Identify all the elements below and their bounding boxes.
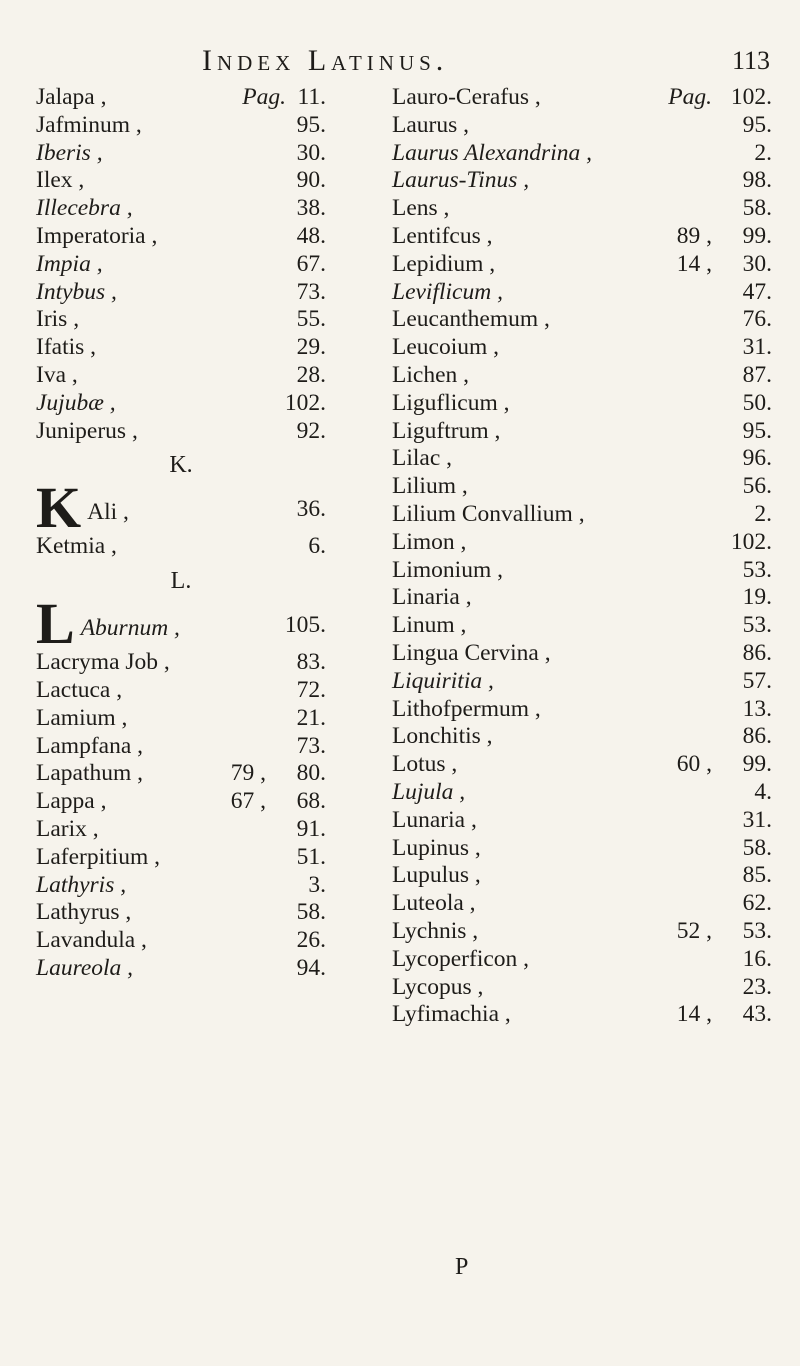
entry-page: 53. bbox=[742, 917, 772, 944]
entry-page: 98. bbox=[742, 167, 772, 194]
index-entry bbox=[392, 946, 772, 974]
index-entry bbox=[36, 279, 326, 307]
entry-name: Lotus , bbox=[392, 751, 458, 778]
entry-name: Lathyrus , bbox=[36, 899, 132, 926]
entry-name: Illecebra , bbox=[36, 195, 133, 222]
entry-name: Lujula , bbox=[392, 778, 466, 805]
entry-name: Laurus , bbox=[392, 111, 470, 138]
entry-page: 53. bbox=[742, 612, 772, 639]
entry-page: 38. bbox=[296, 195, 326, 222]
entry-name: Imperatoria , bbox=[36, 222, 158, 249]
index-entry bbox=[36, 927, 326, 955]
entry-page: 80. bbox=[296, 760, 326, 787]
entry-name: Lavandula , bbox=[36, 927, 147, 954]
index-entry bbox=[392, 195, 772, 223]
entry-page: 30. bbox=[296, 139, 326, 166]
index-entry bbox=[36, 733, 326, 761]
entry-page: 95. bbox=[742, 111, 772, 138]
entry-name: Lamium , bbox=[36, 704, 128, 731]
entry-extra-page: 14 , bbox=[676, 250, 712, 277]
entry-page: 95. bbox=[742, 417, 772, 444]
index-entry bbox=[392, 918, 772, 946]
index-entry bbox=[392, 668, 772, 696]
entry-page: 73. bbox=[296, 278, 326, 305]
entry-name: Iva , bbox=[36, 361, 78, 388]
entry-page: 90. bbox=[296, 167, 326, 194]
entry-page: 87. bbox=[742, 361, 772, 388]
entry-page: 36. bbox=[296, 496, 326, 523]
entry-name: Laferpitium , bbox=[36, 843, 160, 870]
entry-name: Lonchitis , bbox=[392, 723, 493, 750]
entry-name: Ifatis , bbox=[36, 334, 97, 361]
index-entry bbox=[392, 334, 772, 362]
entry-name: Lupulus , bbox=[392, 862, 481, 889]
index-entry bbox=[392, 779, 772, 807]
entry-page: 91. bbox=[296, 815, 326, 842]
entry-name: Lilac , bbox=[392, 445, 453, 472]
index-entry bbox=[36, 223, 326, 251]
drop-capital: L bbox=[36, 591, 75, 657]
entry-extra-page: 67 , bbox=[230, 788, 266, 815]
entry-name: Lilium Convallium , bbox=[392, 500, 585, 527]
entry-name: Linaria , bbox=[392, 584, 472, 611]
entry-page: 76. bbox=[742, 306, 772, 333]
entry-page: 99. bbox=[742, 222, 772, 249]
index-entry bbox=[392, 640, 772, 668]
entry-extra-page: 79 , bbox=[230, 760, 266, 787]
entry-page: 19. bbox=[742, 584, 772, 611]
index-entry bbox=[392, 612, 772, 640]
entry-page: 58. bbox=[296, 899, 326, 926]
index-entry bbox=[36, 591, 326, 657]
entry-name: Laurus Alexandrina , bbox=[392, 139, 592, 166]
entry-page: 51. bbox=[296, 843, 326, 870]
index-entry bbox=[392, 112, 772, 140]
entry-page: 73. bbox=[296, 732, 326, 759]
index-entry bbox=[36, 306, 326, 334]
index-entry bbox=[36, 816, 326, 844]
index-entry bbox=[392, 723, 772, 751]
left-column bbox=[36, 84, 326, 983]
index-entry bbox=[36, 418, 326, 446]
entry-page: 29. bbox=[296, 334, 326, 361]
entry-name: Ilex , bbox=[36, 167, 85, 194]
entry-name: Linum , bbox=[392, 612, 467, 639]
section-letter: K. bbox=[169, 452, 193, 479]
index-entry bbox=[392, 974, 772, 1002]
entry-page: 11. bbox=[297, 84, 326, 110]
index-entry bbox=[392, 140, 772, 168]
entry-name: Lentifcus , bbox=[392, 222, 493, 249]
entry-page: 102. bbox=[284, 389, 326, 416]
entry-page: 67. bbox=[296, 250, 326, 277]
entry-name: Liquiritia , bbox=[392, 667, 494, 694]
index-entry bbox=[392, 223, 772, 251]
entry-name: Lycopus , bbox=[392, 973, 484, 1000]
section-letter: L. bbox=[170, 568, 192, 595]
index-entry bbox=[36, 195, 326, 223]
entry-name: Lupinus , bbox=[392, 834, 481, 861]
entry-page: 105. bbox=[284, 612, 326, 639]
entry-name: Lyfimachia , bbox=[392, 1001, 511, 1028]
entry-name: Iris , bbox=[36, 306, 80, 333]
entry-page: 2. bbox=[754, 139, 772, 166]
index-entry bbox=[36, 475, 326, 541]
entry-name: Lampfana , bbox=[36, 732, 144, 759]
index-title: Index Latinus. bbox=[202, 44, 449, 77]
index-entry bbox=[36, 84, 326, 112]
entry-page: 56. bbox=[742, 473, 772, 500]
page-header bbox=[0, 44, 800, 88]
index-entry bbox=[392, 362, 772, 390]
entry-name: Juniperus , bbox=[36, 417, 138, 444]
entry-page: 58. bbox=[742, 834, 772, 861]
entry-name: Lappa , bbox=[36, 788, 107, 815]
index-entry bbox=[392, 807, 772, 835]
entry-page: 4. bbox=[754, 778, 772, 805]
entry-page: 62. bbox=[742, 890, 772, 917]
entry-name: Lithofpermum , bbox=[392, 695, 541, 722]
index-entry bbox=[392, 557, 772, 585]
entry-page: 21. bbox=[296, 704, 326, 731]
entry-name: Larix , bbox=[36, 815, 99, 842]
entry-name: Luteola , bbox=[392, 890, 476, 917]
entry-page: 53. bbox=[742, 556, 772, 583]
index-entry bbox=[392, 473, 772, 501]
entry-name: Lilium , bbox=[392, 473, 468, 500]
index-entry bbox=[36, 955, 326, 983]
entry-name: Jafminum , bbox=[36, 111, 142, 138]
entry-extra-page: 60 , bbox=[676, 751, 712, 778]
index-entry bbox=[36, 251, 326, 279]
entry-name: Iberis , bbox=[36, 139, 103, 166]
index-entry bbox=[36, 705, 326, 733]
entry-name: Leucanthemum , bbox=[392, 306, 550, 333]
entry-page: 68. bbox=[296, 788, 326, 815]
entry-page: 16. bbox=[742, 945, 772, 972]
index-entry bbox=[392, 890, 772, 918]
index-entry bbox=[392, 390, 772, 418]
index-entry bbox=[392, 751, 772, 779]
entry-page: 31. bbox=[742, 806, 772, 833]
entry-name: Laurus-Tinus , bbox=[392, 167, 530, 194]
entry-page: 13. bbox=[742, 695, 772, 722]
index-entry bbox=[392, 835, 772, 863]
entry-name: Aburnum , bbox=[80, 615, 180, 642]
entry-page: 6. bbox=[308, 533, 326, 560]
entry-page: 23. bbox=[742, 973, 772, 1000]
entry-extra-page: 52 , bbox=[676, 917, 712, 944]
entry-name: Lacryma Job , bbox=[36, 649, 170, 676]
signature-mark: P bbox=[455, 1254, 469, 1280]
entry-name: Lauro-Cerafus , bbox=[392, 84, 541, 110]
entry-name: Impia , bbox=[36, 250, 103, 277]
index-entry bbox=[36, 899, 326, 927]
entry-name: Laureola , bbox=[36, 954, 134, 981]
entry-page: 48. bbox=[296, 222, 326, 249]
entry-page: 2. bbox=[754, 500, 772, 527]
index-entry bbox=[392, 445, 772, 473]
entry-name: Lychnis , bbox=[392, 917, 479, 944]
entry-page: 92. bbox=[296, 417, 326, 444]
entry-name: Lepidium , bbox=[392, 250, 496, 277]
section-block bbox=[36, 445, 326, 541]
index-entry bbox=[36, 112, 326, 140]
entry-page: 99. bbox=[742, 751, 772, 778]
index-entry bbox=[392, 418, 772, 446]
entry-page: 31. bbox=[742, 334, 772, 361]
index-entry bbox=[36, 649, 326, 677]
index-entry bbox=[392, 167, 772, 195]
entry-page: 96. bbox=[742, 445, 772, 472]
entry-name: Lapathum , bbox=[36, 760, 144, 787]
index-entry bbox=[392, 584, 772, 612]
index-entry bbox=[392, 696, 772, 724]
index-entry bbox=[36, 362, 326, 390]
index-entry bbox=[392, 1001, 772, 1029]
index-entry bbox=[36, 677, 326, 705]
entry-name: Lycoperficon , bbox=[392, 945, 530, 972]
entry-extra-page: 14 , bbox=[676, 1001, 712, 1028]
entry-page: 86. bbox=[742, 723, 772, 750]
entry-page: 86. bbox=[742, 639, 772, 666]
entry-page: 28. bbox=[296, 361, 326, 388]
entry-name: Liguftrum , bbox=[392, 417, 501, 444]
index-entry bbox=[36, 760, 326, 788]
entry-page: 72. bbox=[296, 676, 326, 703]
entry-page: 83. bbox=[296, 649, 326, 676]
index-entry bbox=[36, 140, 326, 168]
entry-name: Lens , bbox=[392, 195, 450, 222]
entry-page: 55. bbox=[296, 306, 326, 333]
entry-page: 50. bbox=[742, 389, 772, 416]
index-entry bbox=[392, 251, 772, 279]
index-entry bbox=[392, 862, 772, 890]
drop-capital: K bbox=[36, 475, 82, 541]
index-entry bbox=[392, 529, 772, 557]
index-entry bbox=[392, 501, 772, 529]
entry-name: Lactuca , bbox=[36, 676, 123, 703]
index-entry bbox=[392, 306, 772, 334]
entry-page: 85. bbox=[742, 862, 772, 889]
entry-page: 26. bbox=[296, 927, 326, 954]
entry-page: 58. bbox=[742, 195, 772, 222]
index-entry bbox=[36, 788, 326, 816]
pag-label: Pag. bbox=[668, 84, 712, 110]
entry-name: Limon , bbox=[392, 528, 467, 555]
entry-name: Lingua Cervina , bbox=[392, 639, 551, 666]
entry-name: Lunaria , bbox=[392, 806, 477, 833]
entry-name: Lathyris , bbox=[36, 871, 127, 898]
entry-name: Limonium , bbox=[392, 556, 503, 583]
entry-page: 95. bbox=[296, 111, 326, 138]
index-entry bbox=[36, 167, 326, 195]
entry-page: 43. bbox=[742, 1001, 772, 1028]
index-entry bbox=[36, 334, 326, 362]
entry-name: Jujubæ , bbox=[36, 389, 116, 416]
entry-name: Leviflicum , bbox=[392, 278, 503, 305]
entry-page: 30. bbox=[742, 250, 772, 277]
entry-extra-page: 89 , bbox=[676, 222, 712, 249]
entry-page: 57. bbox=[742, 667, 772, 694]
pag-label: Pag. bbox=[242, 84, 286, 110]
entry-page: 102. bbox=[730, 528, 772, 555]
right-column bbox=[392, 84, 772, 1029]
index-entry bbox=[392, 279, 772, 307]
entry-name: Leucoium , bbox=[392, 334, 500, 361]
entry-page: 47. bbox=[742, 278, 772, 305]
section-block bbox=[36, 561, 326, 657]
entry-name: Ketmia , bbox=[36, 533, 117, 560]
entry-page: 3. bbox=[308, 871, 326, 898]
entry-name: Lichen , bbox=[392, 361, 469, 388]
entry-page: 102. bbox=[730, 84, 772, 110]
index-entry bbox=[36, 844, 326, 872]
index-entry bbox=[36, 872, 326, 900]
index-entry bbox=[36, 533, 326, 561]
index-entry bbox=[36, 390, 326, 418]
page-number: 113 bbox=[732, 46, 771, 75]
entry-page: 94. bbox=[296, 954, 326, 981]
entry-name: Jalapa , bbox=[36, 84, 107, 110]
entry-name: Intybus , bbox=[36, 278, 117, 305]
entry-name: Ali , bbox=[87, 499, 129, 526]
index-entry bbox=[392, 84, 772, 112]
entry-name: Liguflicum , bbox=[392, 389, 510, 416]
